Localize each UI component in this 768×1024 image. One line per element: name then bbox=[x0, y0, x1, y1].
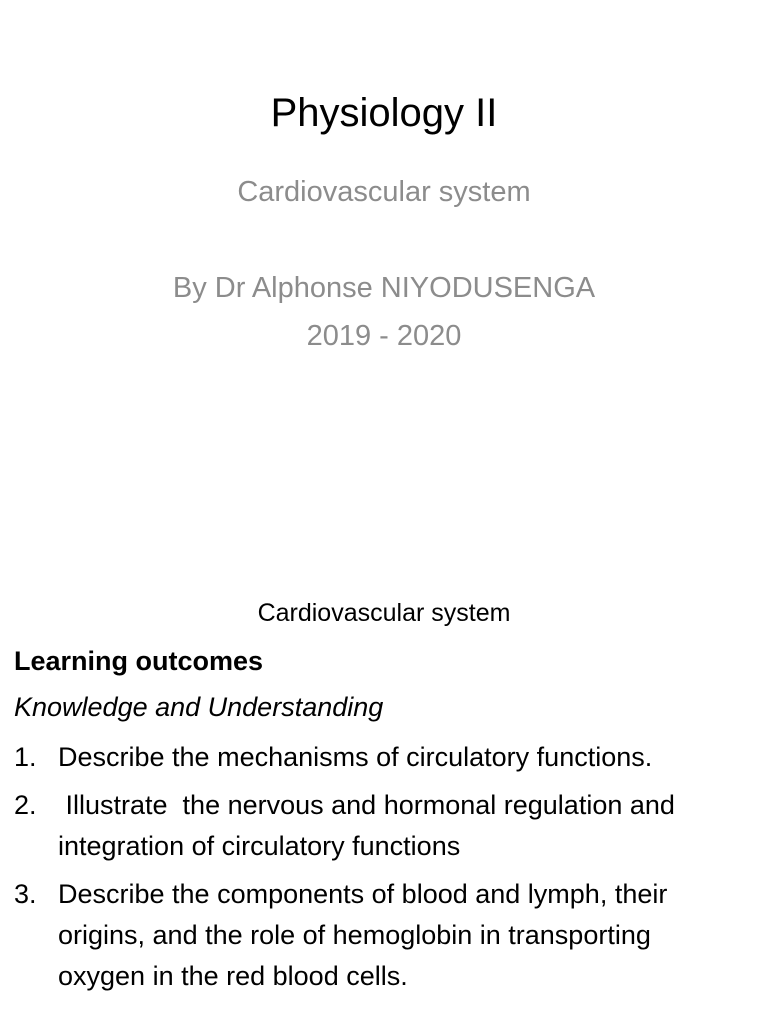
list-item bbox=[14, 874, 734, 997]
list-item-number: 3. bbox=[14, 879, 37, 909]
slide-title: Physiology II bbox=[270, 91, 498, 135]
academic-year: 2019 - 2020 bbox=[306, 320, 462, 352]
content-slide-title: Cardiovascular system bbox=[257, 599, 511, 627]
list-item bbox=[14, 785, 734, 867]
knowledge-subheading: Knowledge and Understanding bbox=[14, 692, 384, 722]
list-item-number: 1. bbox=[14, 742, 37, 772]
outcomes-list bbox=[14, 737, 734, 1004]
list-item-number: 2. bbox=[14, 790, 37, 820]
content-slide bbox=[0, 576, 768, 1024]
list-item bbox=[14, 737, 734, 778]
list-item-text: Describe the mechanisms of circulatory functions. bbox=[58, 742, 653, 772]
learning-outcomes-heading: Learning outcomes bbox=[14, 646, 264, 676]
author-line: By Dr Alphonse NIYODUSENGA bbox=[172, 272, 596, 304]
slide-subtitle: Cardiovascular system bbox=[237, 176, 531, 208]
list-item-text: Describe the components of blood and lymph, their origins, and the role of hemoglobin in transporting oxygen in the red blood cells. bbox=[58, 879, 668, 991]
list-item-text: Illustrate the nervous and hormonal regulation and integration of circulatory functions bbox=[58, 790, 683, 861]
